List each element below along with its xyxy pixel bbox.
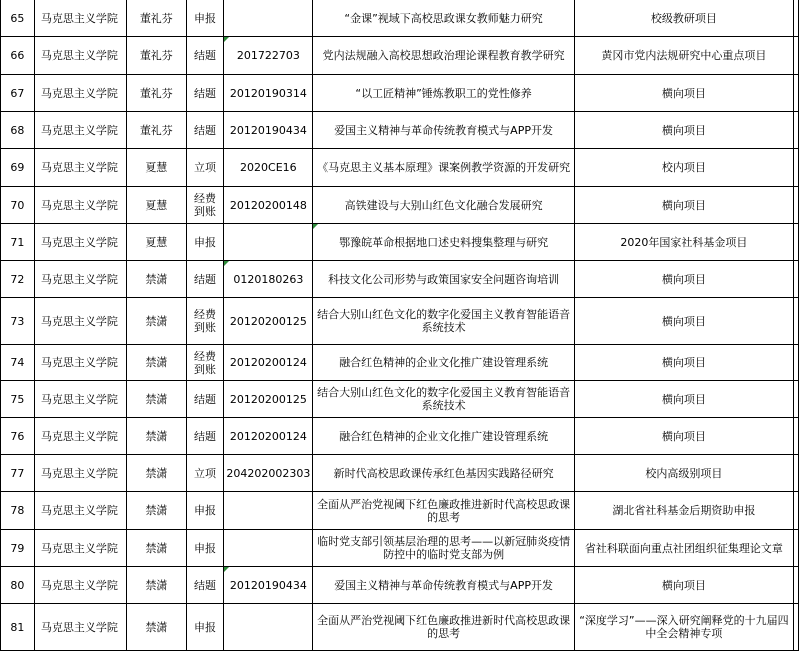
table-row bbox=[1, 492, 799, 530]
project-source-cell: 校级教研项目 bbox=[574, 0, 793, 37]
edge-cell bbox=[793, 604, 798, 651]
college-cell: 马克思主义学院 bbox=[34, 75, 126, 112]
project-code-cell: 20120200125 bbox=[224, 298, 313, 345]
person-cell: 董礼芬 bbox=[127, 112, 187, 149]
project-code-cell: 20120200124 bbox=[224, 345, 313, 381]
project-code-cell bbox=[224, 224, 313, 261]
table-row bbox=[1, 0, 799, 37]
row-number: 65 bbox=[1, 0, 35, 37]
row-number: 76 bbox=[1, 418, 35, 455]
table-row bbox=[1, 298, 799, 345]
project-source-cell: 横向项目 bbox=[574, 112, 793, 149]
row-number: 67 bbox=[1, 75, 35, 112]
college-cell: 马克思主义学院 bbox=[34, 37, 126, 75]
person-cell: 禁潇 bbox=[127, 492, 187, 530]
project-source-cell: 横向项目 bbox=[574, 381, 793, 418]
project-source-cell: 2020年国家社科基金项目 bbox=[574, 224, 793, 261]
person-cell: 禁潇 bbox=[127, 261, 187, 298]
college-cell: 马克思主义学院 bbox=[34, 492, 126, 530]
status-cell: 结题 bbox=[186, 112, 224, 149]
row-number: 73 bbox=[1, 298, 35, 345]
table-row bbox=[1, 530, 799, 567]
edge-cell bbox=[793, 112, 798, 149]
person-cell: 夏慧 bbox=[127, 149, 187, 187]
college-cell: 马克思主义学院 bbox=[34, 418, 126, 455]
edge-cell bbox=[793, 149, 798, 187]
college-cell: 马克思主义学院 bbox=[34, 298, 126, 345]
project-code-cell: 20120190434 bbox=[224, 567, 313, 604]
person-cell: 董礼芬 bbox=[127, 0, 187, 37]
status-cell: 结题 bbox=[186, 75, 224, 112]
project-title-cell: 《马克思主义基本原理》课案例教学资源的开发研究 bbox=[313, 149, 575, 187]
row-number: 75 bbox=[1, 381, 35, 418]
person-cell: 夏慧 bbox=[127, 224, 187, 261]
row-number: 68 bbox=[1, 112, 35, 149]
person-cell: 禁潇 bbox=[127, 604, 187, 651]
row-number: 81 bbox=[1, 604, 35, 651]
project-source-cell: 黄冈市党内法规研究中心重点项目 bbox=[574, 37, 793, 75]
status-cell: 立项 bbox=[186, 149, 224, 187]
edge-cell bbox=[793, 455, 798, 492]
row-number: 69 bbox=[1, 149, 35, 187]
status-cell: 经费到账 bbox=[186, 187, 224, 224]
status-cell: 经费到账 bbox=[186, 298, 224, 345]
project-source-cell: 横向项目 bbox=[574, 75, 793, 112]
edge-cell bbox=[793, 345, 798, 381]
status-cell: 结题 bbox=[186, 381, 224, 418]
person-cell: 禁潇 bbox=[127, 298, 187, 345]
project-code-cell bbox=[224, 530, 313, 567]
project-source-cell: 横向项目 bbox=[574, 345, 793, 381]
edge-cell bbox=[793, 418, 798, 455]
edge-cell bbox=[793, 492, 798, 530]
college-cell: 马克思主义学院 bbox=[34, 261, 126, 298]
project-title-cell: 鄂豫皖革命根据地口述史料搜集整理与研究 bbox=[313, 224, 575, 261]
college-cell: 马克思主义学院 bbox=[34, 0, 126, 37]
person-cell: 董礼芬 bbox=[127, 37, 187, 75]
status-cell: 立项 bbox=[186, 455, 224, 492]
project-title-cell: 结合大别山红色文化的数字化爱国主义教育智能语音系统技术 bbox=[313, 381, 575, 418]
college-cell: 马克思主义学院 bbox=[34, 604, 126, 651]
row-number: 79 bbox=[1, 530, 35, 567]
row-number: 74 bbox=[1, 345, 35, 381]
project-code-cell: 2020CE16 bbox=[224, 149, 313, 187]
table-row bbox=[1, 567, 799, 604]
project-title-cell: “以工匠精神”锤炼教职工的党性修养 bbox=[313, 75, 575, 112]
project-title-cell: 结合大别山红色文化的数字化爱国主义教育智能语音系统技术 bbox=[313, 298, 575, 345]
project-source-cell: 横向项目 bbox=[574, 298, 793, 345]
project-title-cell: 党内法规融入高校思想政治理论课程教育教学研究 bbox=[313, 37, 575, 75]
edge-cell bbox=[793, 261, 798, 298]
project-source-cell: “深度学习”——深入研究阐释党的十九届四中全会精神专项 bbox=[574, 604, 793, 651]
status-cell: 经费到账 bbox=[186, 345, 224, 381]
project-code-cell: 204202002303 bbox=[224, 455, 313, 492]
project-title-cell: 全面从严治党视阈下红色廉政推进新时代高校思政课的思考 bbox=[313, 604, 575, 651]
person-cell: 禁潇 bbox=[127, 455, 187, 492]
person-cell: 夏慧 bbox=[127, 187, 187, 224]
person-cell: 禁潇 bbox=[127, 567, 187, 604]
person-cell: 禁潇 bbox=[127, 381, 187, 418]
project-code-cell: 20120190434 bbox=[224, 112, 313, 149]
project-source-cell: 横向项目 bbox=[574, 187, 793, 224]
table-row bbox=[1, 345, 799, 381]
status-cell: 结题 bbox=[186, 261, 224, 298]
college-cell: 马克思主义学院 bbox=[34, 187, 126, 224]
college-cell: 马克思主义学院 bbox=[34, 530, 126, 567]
project-source-cell: 横向项目 bbox=[574, 418, 793, 455]
edge-cell bbox=[793, 37, 798, 75]
edge-cell bbox=[793, 298, 798, 345]
person-cell: 禁潇 bbox=[127, 418, 187, 455]
table-row bbox=[1, 418, 799, 455]
table-row bbox=[1, 37, 799, 75]
project-code-cell bbox=[224, 604, 313, 651]
project-code-cell: 0120180263 bbox=[224, 261, 313, 298]
row-number: 71 bbox=[1, 224, 35, 261]
project-source-cell: 横向项目 bbox=[574, 567, 793, 604]
person-cell: 禁潇 bbox=[127, 530, 187, 567]
project-code-cell: 20120200124 bbox=[224, 418, 313, 455]
table-row bbox=[1, 455, 799, 492]
table-row bbox=[1, 149, 799, 187]
project-title-cell: “金课”视域下高校思政课女教师魅力研究 bbox=[313, 0, 575, 37]
row-number: 80 bbox=[1, 567, 35, 604]
project-code-cell: 20120200148 bbox=[224, 187, 313, 224]
college-cell: 马克思主义学院 bbox=[34, 345, 126, 381]
row-number: 77 bbox=[1, 455, 35, 492]
college-cell: 马克思主义学院 bbox=[34, 567, 126, 604]
row-number: 70 bbox=[1, 187, 35, 224]
status-cell: 申报 bbox=[186, 224, 224, 261]
project-source-cell: 横向项目 bbox=[574, 261, 793, 298]
project-source-cell: 省社科联面向重点社团组织征集理论文章 bbox=[574, 530, 793, 567]
person-cell: 禁潇 bbox=[127, 345, 187, 381]
table-row bbox=[1, 187, 799, 224]
project-code-cell: 20120200125 bbox=[224, 381, 313, 418]
project-code-cell: 201722703 bbox=[224, 37, 313, 75]
status-cell: 申报 bbox=[186, 0, 224, 37]
row-number: 78 bbox=[1, 492, 35, 530]
project-title-cell: 融合红色精神的企业文化推广建设管理系统 bbox=[313, 418, 575, 455]
edge-cell bbox=[793, 381, 798, 418]
status-cell: 结题 bbox=[186, 37, 224, 75]
status-cell: 申报 bbox=[186, 492, 224, 530]
project-title-cell: 临时党支部引领基层治理的思考——以新冠肺炎疫情防控中的临时党支部为例 bbox=[313, 530, 575, 567]
edge-cell bbox=[793, 567, 798, 604]
project-title-cell: 全面从严治党视阈下红色廉政推进新时代高校思政课的思考 bbox=[313, 492, 575, 530]
edge-cell bbox=[793, 530, 798, 567]
status-cell: 申报 bbox=[186, 530, 224, 567]
project-source-cell: 校内项目 bbox=[574, 149, 793, 187]
college-cell: 马克思主义学院 bbox=[34, 112, 126, 149]
edge-cell bbox=[793, 187, 798, 224]
row-number: 72 bbox=[1, 261, 35, 298]
project-code-cell bbox=[224, 0, 313, 37]
college-cell: 马克思主义学院 bbox=[34, 224, 126, 261]
table-row bbox=[1, 381, 799, 418]
table-row bbox=[1, 112, 799, 149]
project-title-cell: 爱国主义精神与革命传统教育模式与APP开发 bbox=[313, 567, 575, 604]
project-source-cell: 湖北省社科基金后期资助申报 bbox=[574, 492, 793, 530]
status-cell: 结题 bbox=[186, 418, 224, 455]
person-cell: 董礼芬 bbox=[127, 75, 187, 112]
status-cell: 申报 bbox=[186, 604, 224, 651]
college-cell: 马克思主义学院 bbox=[34, 455, 126, 492]
project-code-cell bbox=[224, 492, 313, 530]
project-code-cell: 20120190314 bbox=[224, 75, 313, 112]
edge-cell bbox=[793, 0, 798, 37]
college-cell: 马克思主义学院 bbox=[34, 381, 126, 418]
college-cell: 马克思主义学院 bbox=[34, 149, 126, 187]
row-number: 66 bbox=[1, 37, 35, 75]
project-title-cell: 高铁建设与大别山红色文化融合发展研究 bbox=[313, 187, 575, 224]
project-title-cell: 科技文化公司形势与政策国家安全问题咨询培训 bbox=[313, 261, 575, 298]
edge-cell bbox=[793, 75, 798, 112]
status-cell: 结题 bbox=[186, 567, 224, 604]
project-title-cell: 新时代高校思政课传承红色基因实践路径研究 bbox=[313, 455, 575, 492]
project-title-cell: 融合红色精神的企业文化推广建设管理系统 bbox=[313, 345, 575, 381]
table-row bbox=[1, 261, 799, 298]
table-row bbox=[1, 604, 799, 651]
table-row bbox=[1, 224, 799, 261]
table-row bbox=[1, 75, 799, 112]
project-title-cell: 爱国主义精神与革命传统教育模式与APP开发 bbox=[313, 112, 575, 149]
edge-cell bbox=[793, 224, 798, 261]
project-source-cell: 校内高级别项目 bbox=[574, 455, 793, 492]
